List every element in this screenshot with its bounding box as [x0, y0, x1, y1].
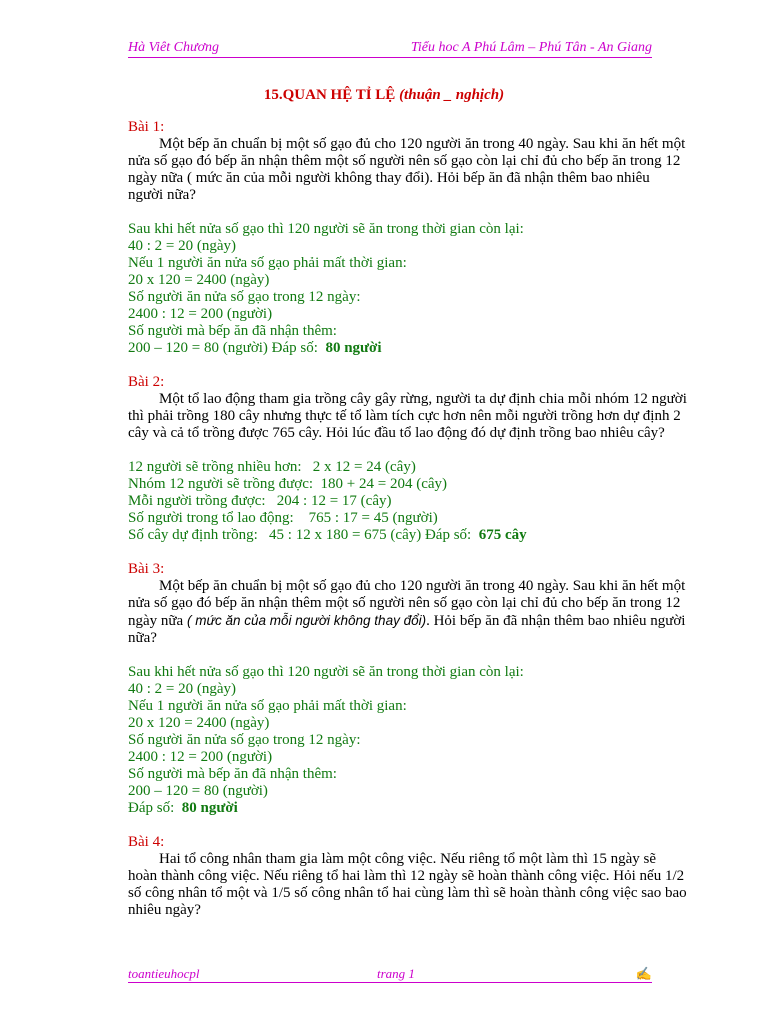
bai1-solution-line: Số người mà bếp ăn đã nhận thêm: [128, 323, 337, 339]
bai2-final-text: Số cây dự định trồng: 45 : 12 x 180 = 675 (cây) Đáp số: [128, 527, 479, 543]
bai1-solution-line: 20 x 120 = 2400 (ngày) [128, 272, 270, 288]
bai3-problem [128, 578, 688, 647]
bai3-solution-lines [128, 664, 688, 800]
bai1-final-text: 200 – 120 = 80 (người) Đáp số: [128, 340, 326, 356]
bai3-solution [128, 664, 688, 817]
bai3-final-text: Đáp số: [128, 800, 182, 816]
bai1-solution-line: 2400 : 12 = 200 (người) [128, 306, 273, 322]
bai3-solution-line: 200 – 120 = 80 (người) [128, 783, 268, 799]
bai3-problem-text [128, 578, 688, 647]
bai3-solution-line: Nếu 1 người ăn nửa số gạo phải mất thời gian: [128, 698, 407, 714]
page-header [128, 39, 652, 58]
bai2-solution-line: Số người trong tổ lao động: 765 : 17 = 45 (người) [128, 510, 438, 526]
bai1-answer: 80 người [325, 340, 382, 356]
bai1-solution-lines [128, 221, 688, 340]
bai1-solution-line: Sau khi hết nửa số gạo thì 120 người sẽ ăn trong thời gian còn lại: [128, 221, 524, 237]
bai3-solution-line: Số người mà bếp ăn đã nhận thêm: [128, 766, 337, 782]
document-content [128, 102, 688, 919]
bai3-final [128, 800, 688, 817]
bai3-label: Bài 3: [128, 561, 165, 577]
writing-hand-icon: ✍ [635, 966, 652, 981]
bai4-label: Bài 4: [128, 834, 165, 850]
bai3-answer: 80 người [181, 800, 238, 816]
title-main: 15.QUAN HỆ TỈ LỆ [263, 87, 396, 103]
bai2-answer: 675 cây [478, 527, 527, 543]
header-author: Hà Viêt Chương [128, 40, 220, 55]
bai1-label: Bài 1: [128, 119, 165, 135]
bai3-solution-line: Sau khi hết nửa số gạo thì 120 người sẽ ăn trong thời gian còn lại: [128, 664, 524, 680]
bai2-solution-line: 12 người sẽ trồng nhiều hơn: 2 x 12 = 24 (cây) [128, 459, 416, 475]
bai2-solution [128, 459, 688, 544]
bai3-solution-line: 20 x 120 = 2400 (ngày) [128, 715, 270, 731]
bai2-final [128, 527, 688, 544]
bai4-problem-text: Hai tổ công nhân tham gia làm một công việc. Nếu riêng tổ một làm thì 15 ngày sẽ hoàn thành công việc. Nếu riêng tổ hai làm thì 12 ngày sẽ hoàn thành công việc. Hỏi nếu 1/2 số công nhân tổ một và 1/5 số công nhân tổ hai cùng làm thì sẽ hoàn thành công việc sao bao nhiêu ngày? [128, 851, 687, 918]
footer-page-number: trang 1 [377, 966, 415, 981]
bai3-solution-line: 40 : 2 = 20 (ngày) [128, 681, 237, 697]
bai2-solution-line: Mỗi người trồng được: 204 : 12 = 17 (cây) [128, 493, 392, 509]
bai2-label: Bài 2: [128, 374, 165, 390]
bai4-problem [128, 851, 688, 919]
title-suffix: (thuận _ nghịch) [395, 87, 505, 103]
bai1-problem [128, 136, 688, 204]
bai1-solution-line: 40 : 2 = 20 (ngày) [128, 238, 237, 254]
bai3-problem-part-b: . Hỏi bếp ăn đã nhận thêm bao nhiêu người nữa? [128, 613, 686, 646]
header-school: Tiểu hoc A Phú Lâm – Phú Tân - An Giang [410, 40, 652, 55]
bai3-solution-line: 2400 : 12 = 200 (người) [128, 749, 273, 765]
bai1-solution [128, 221, 688, 357]
footer-site: toantieuhocpl [128, 966, 200, 981]
bai1-final [128, 340, 688, 357]
page-footer [128, 965, 652, 983]
bai2-solution-line: Nhóm 12 người sẽ trồng được: 180 + 24 = 204 (cây) [128, 476, 447, 492]
bai3-problem-part-a: Một bếp ăn chuẩn bị một số gạo đủ cho 120 người ăn trong 40 ngày. Sau khi ăn hết một nửa số gạo đó bếp ăn nhận thêm một số người nên số gạo còn lại chỉ đủ cho bếp ăn trong 12 ngày nữa [128, 578, 686, 629]
bai3-solution-line: Số người ăn nửa số gạo trong 12 ngày: [128, 732, 361, 748]
bai3-problem-italic: ( mức ăn của mỗi người không thay đổi) [186, 613, 427, 628]
bai1-solution-line: Nếu 1 người ăn nửa số gạo phải mất thời gian: [128, 255, 407, 271]
bai2-problem-text: Một tổ lao động tham gia trồng cây gây rừng, người ta dự định chia mỗi nhóm 12 người thì phải trồng 180 cây nhưng thực tế tổ làm tích cực hơn nên mỗi người trồng hơn dự định 2 cây và cả tổ trồng được 765 cây. Hỏi lúc đầu tổ lao động đó dự định trồng bao nhiêu cây? [128, 391, 687, 441]
bai1-problem-text: Một bếp ăn chuẩn bị một số gạo đủ cho 120 người ăn trong 40 ngày. Sau khi ăn hết một nửa số gạo đó bếp ăn nhận thêm một số người nên số gạo còn lại chỉ đủ cho bếp ăn trong 12 ngày nữa ( mức ăn của mỗi người không thay đổi). Hỏi bếp ăn đã nhận thêm bao nhiêu người nữa? [128, 136, 686, 203]
bai2-problem [128, 391, 688, 442]
bai2-solution-lines [128, 459, 688, 527]
bai1-solution-line: Số người ăn nửa số gạo trong 12 ngày: [128, 289, 361, 305]
